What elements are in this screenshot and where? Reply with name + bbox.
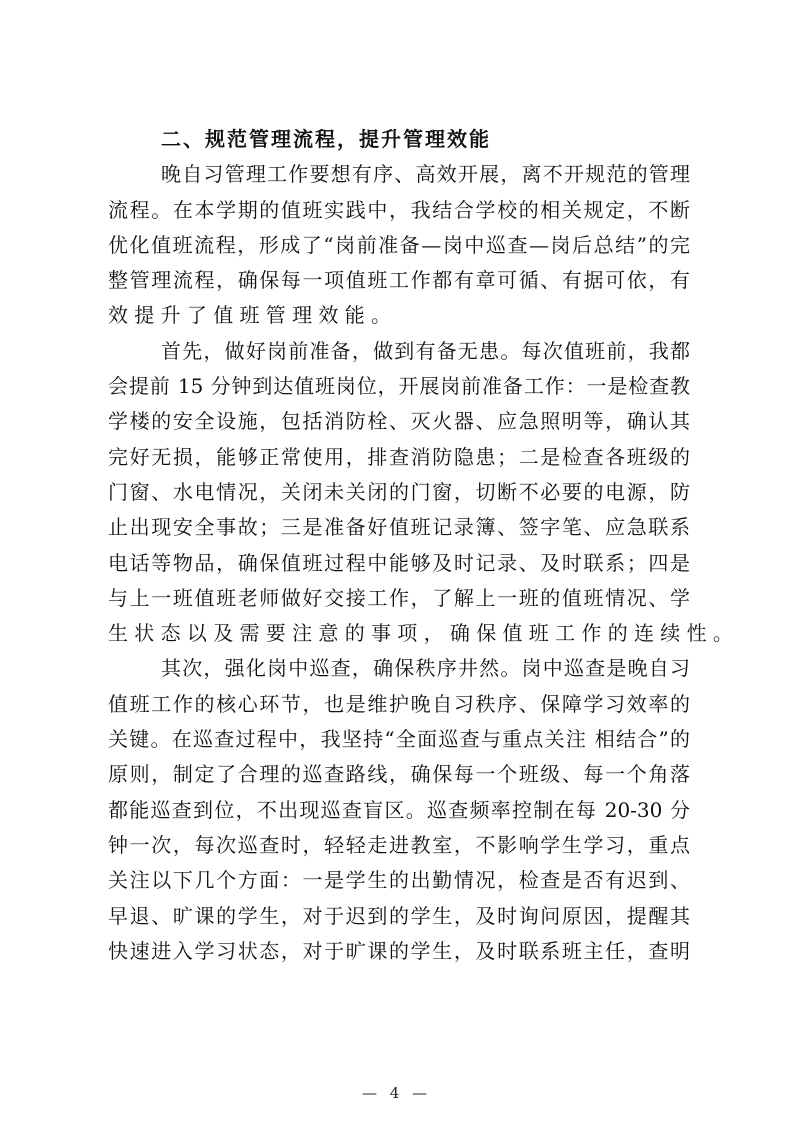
text-line: 止出现安全事故；三是准备好值班记录簿、签字笔、应急联系 bbox=[108, 515, 690, 540]
text-line: 门窗、水电情况，关闭未关闭的门窗，切断不必要的电源，防 bbox=[108, 479, 690, 504]
text-line: 关注以下几个方面：一是学生的出勤情况，检查是否有迟到、 bbox=[108, 868, 690, 893]
paragraph bbox=[108, 157, 690, 333]
text-line: 完好无损，能够正常使用，排查消防隐患；二是检查各班级的 bbox=[108, 444, 690, 469]
text-line: 与上一班值班老师做好交接工作，了解上一班的值班情况、学 bbox=[108, 585, 690, 610]
text-line: 都能巡查到位，不出现巡查盲区。巡查频率控制在每 20-30 分 bbox=[108, 797, 690, 822]
text-line: 快速进入学习状态，对于旷课的学生，及时联系班主任，查明 bbox=[108, 938, 690, 963]
text-line: 整管理流程，确保每一项值班工作都有章可循、有据可依，有 bbox=[108, 268, 690, 293]
text-line: 值班工作的核心环节，也是维护晚自习秩序、保障学习效率的 bbox=[108, 691, 690, 716]
text-line: 首先，做好岗前准备，做到有备无患。每次值班前，我都 bbox=[161, 338, 690, 363]
text-line: 其次，强化岗中巡查，确保秩序井然。岗中巡查是晚自习 bbox=[161, 656, 690, 681]
section-heading: 二、规范管理流程，提升管理效能 bbox=[161, 127, 491, 151]
document-body bbox=[108, 122, 740, 969]
paragraphs bbox=[108, 157, 740, 969]
text-line: 原则，制定了合理的巡查路线，确保每一个班级、每一个角落 bbox=[108, 762, 690, 787]
text-line: 效提升了值班管理效能。 bbox=[108, 303, 398, 328]
paragraph bbox=[108, 651, 690, 969]
text-line: 优化值班流程，形成了“岗前准备—岗中巡查—岗后总结”的完 bbox=[108, 232, 690, 257]
text-line: 钟一次，每次巡查时，轻轻走进教室，不影响学生学习，重点 bbox=[108, 832, 690, 857]
text-line: 生状态以及需要注意的事项，确保值班工作的连续性。 bbox=[108, 621, 740, 646]
text-line: 电话等物品，确保值班过程中能够及时记录、及时联系；四是 bbox=[108, 550, 690, 575]
paragraph bbox=[108, 334, 740, 652]
text-line: 晚自习管理工作要想有序、高效开展，离不开规范的管理 bbox=[161, 162, 690, 187]
text-line: 流程。在本学期的值班实践中，我结合学校的相关规定，不断 bbox=[108, 197, 690, 222]
text-line: 关键。在巡查过程中，我坚持“全面巡查与重点关注 相结合”的 bbox=[108, 727, 690, 752]
page-number: — 4 — bbox=[361, 1084, 432, 1102]
text-line: 会提前 15 分钟到达值班岗位，开展岗前准备工作：一是检查教 bbox=[108, 374, 690, 399]
text-line: 学楼的安全设施，包括消防栓、灭火器、应急照明等，确认其 bbox=[108, 409, 690, 434]
text-line: 早退、旷课的学生，对于迟到的学生，及时询问原因，提醒其 bbox=[108, 903, 690, 928]
